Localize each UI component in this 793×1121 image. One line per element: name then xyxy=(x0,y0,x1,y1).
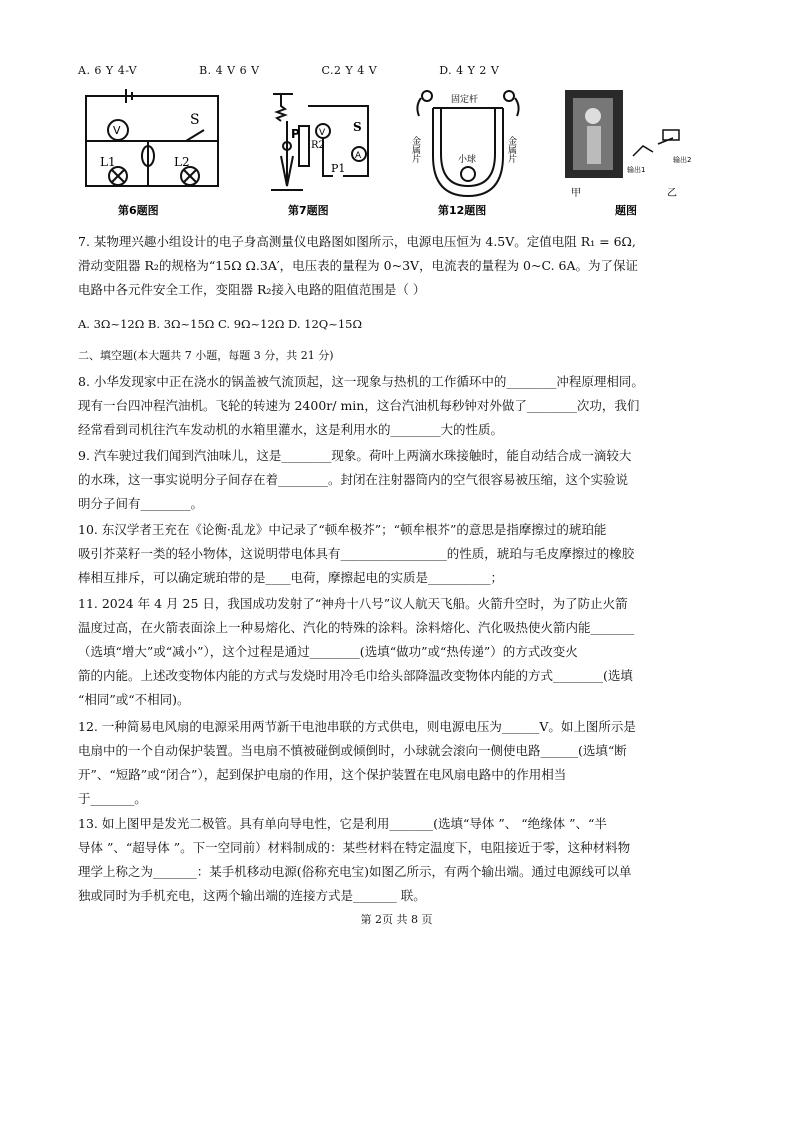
figure-6-circuit xyxy=(78,86,228,220)
question-9 xyxy=(78,444,718,516)
q6-option-a: A. 6 Y 4-V xyxy=(78,64,138,77)
figure-6-label-l1: L1 xyxy=(100,155,116,169)
section-2-heading: 二、填空题(本大题共 7 小题，每题 3 分，共 21 分) xyxy=(78,349,334,362)
question-7 xyxy=(78,230,718,302)
figure-12-label-ball: 小球 xyxy=(458,155,477,165)
q9-line: 的水珠，这一事实说明分子间存在着________。封闭在注射器筒内的空气很容易被压缩，这个实验说 xyxy=(78,472,629,487)
figure-13-label-yi: 乙 xyxy=(667,188,677,199)
figure-12-caption: 第12题图 xyxy=(438,204,487,217)
q6-options xyxy=(78,64,557,77)
q11-line: 11. 2024 年 4 月 25 日，我国成功发射了“神舟十八号”议人航天飞船。火箭升空时，为了防止火箭 xyxy=(78,596,628,611)
figure-6-label-s: S xyxy=(190,112,200,128)
q10-line: 10. 东汉学者王充在《论衡·乱龙》中记录了“顿牟极芥”；“顿牟根芥”的意思是指摩擦过的琥珀能 xyxy=(78,522,607,537)
q7-line: 7. 某物理兴趣小组设计的电子身高测量仪电路图如图所示，电源电压恒为 4.5V。定值电阻 R₁ = 6Ω, xyxy=(78,234,636,249)
figure-12-label-metal-right: 金属片 xyxy=(506,136,516,163)
figures-row xyxy=(78,86,718,220)
q7-line: 滑动变阻器 R₂的规格为“15Ω Ω.3A′，电压表的量程为 0~3V，电流表的量程为 0~C. 6A。为了保证 xyxy=(78,258,639,273)
q13-line: 理学上称之为_______：某手机移动电源(俗称充电宝)如图乙所示，有两个输出端。通过电源线可以单 xyxy=(78,864,632,879)
q9-line: 9. 汽车驶过我们闻到汽油味儿，这是________现象。荷叶上两滴水珠接触时，能自动结合成一滴较大 xyxy=(78,448,632,463)
q11-line: 温度过高，在火箭表面涂上一种易熔化、汽化的特殊的涂料。涂料熔化、汽化吸热使火箭内能_______ xyxy=(78,620,635,635)
question-10 xyxy=(78,518,718,590)
q10-line: 棒相互排斥，可以确定琥珀带的是____电荷，摩擦起电的实质是__________； xyxy=(78,570,504,585)
figure-12-label-metal-left: 金属片 xyxy=(410,136,420,163)
figure-12-label-rod: 固定杆 xyxy=(451,95,479,105)
q6-option-c: C.2 Y 4 V xyxy=(321,64,378,77)
question-8 xyxy=(78,370,718,442)
page-footer: 第 2页 共 8 页 xyxy=(360,913,433,926)
question-13 xyxy=(78,812,718,908)
figure-12-tilt-switch xyxy=(410,86,523,220)
q13-line: 独或同时为手机充电，这两个输出端的连接方式是_______ 联。 xyxy=(78,888,426,903)
q12-line: 12. 一种简易电风扇的电源采用两节新干电池串联的方式供电，则电源电压为______V。如上图所示是 xyxy=(78,719,636,734)
figure-13-caption: 题图 xyxy=(615,204,637,217)
figure-7-height-meter xyxy=(263,86,383,220)
q9-line: 明分子间有________。 xyxy=(78,496,204,511)
question-12 xyxy=(78,715,718,811)
figure-7-label-s: S xyxy=(353,120,362,134)
q10-line: 吸引芥菜籽一类的轻小物体，这说明带电体具有_________________的性质，琥珀与毛皮摩擦过的橡胶 xyxy=(78,546,635,561)
q11-line: 箭的内能。上述改变物体内能的方式与发烧时用冷毛巾给头部降温改变物体内能的方式________(选填 xyxy=(78,668,633,683)
figure-6-label-v: V xyxy=(113,124,121,137)
figure-7-caption: 第7题图 xyxy=(288,204,329,217)
figure-13-label-out1: 输出1 xyxy=(627,166,646,174)
q11-line: “相同”或“不相同)。 xyxy=(78,692,190,707)
q12-line: 开”、“短路”或“闭合”），起到保护电扇的作用，这个保护装置在电风扇电路中的作用相当 xyxy=(78,767,567,782)
figure-7-label-r2: R2 xyxy=(311,140,325,151)
q11-line: （选填“增大”或“减小”），这个过程是通过________(选填“做功”或“热传递”）的方式改变火 xyxy=(78,644,578,659)
figure-6-label-l2: L2 xyxy=(174,155,190,169)
q8-line: 经常看到司机往汽车发动机的水箱里灌水，这是利用水的________大的性质。 xyxy=(78,422,504,437)
q6-option-d: D. 4 Y 2 V xyxy=(439,64,500,77)
figure-13-label-jia: 甲 xyxy=(571,188,581,199)
figure-6-caption: 第6题图 xyxy=(118,204,159,217)
question-11 xyxy=(78,592,718,712)
q7-options-text: A. 3Ω~12Ω B. 3Ω~15Ω C. 9Ω~12Ω D. 12Q~15Ω xyxy=(78,317,362,331)
q13-line: 导体 ”、“超导体 ”。下一空同前）材料制成的：某些材料在特定温度下，电阻接近于零，这种材料物 xyxy=(78,840,631,855)
q8-line: 现有一台四冲程汽油机。飞轮的转速为 2400r/ min，这台汽油机每秒钟对外做了________次功，我们 xyxy=(78,398,640,413)
q12-line: 电扇中的一个自动保护装置。当电扇不慎被碰倒或倾倒时，小球就会滚向一侧使电路______(选填“断 xyxy=(78,743,627,758)
figure-13-label-out2: 输出2 xyxy=(673,156,692,164)
q13-line: 13. 如上图甲是发光二极管。具有单向导电性，它是利用_______(选填“导体 ”、 “绝缘体 ”、“半 xyxy=(78,816,607,831)
q8-line: 8. 小华发现家中正在浇水的锅盖被气流顶起，这一现象与热机的工作循环中的________冲程原理相同。 xyxy=(78,374,644,389)
figure-7-label-p1: P1 xyxy=(331,162,346,175)
q7-line: 电路中各元件安全工作，变阻器 R₂接入电路的阻值范围是（ ） xyxy=(78,282,426,297)
figure-7-label-v: V xyxy=(319,128,326,138)
q12-line: 于_______。 xyxy=(78,791,147,806)
figure-13-led-and-powerbank xyxy=(563,86,713,220)
figure-7-label-a: A xyxy=(355,151,362,161)
figure-7-label-p: P xyxy=(291,127,300,141)
q7-options xyxy=(78,312,718,336)
q6-option-b: B. 4 V 6 V xyxy=(199,64,260,77)
